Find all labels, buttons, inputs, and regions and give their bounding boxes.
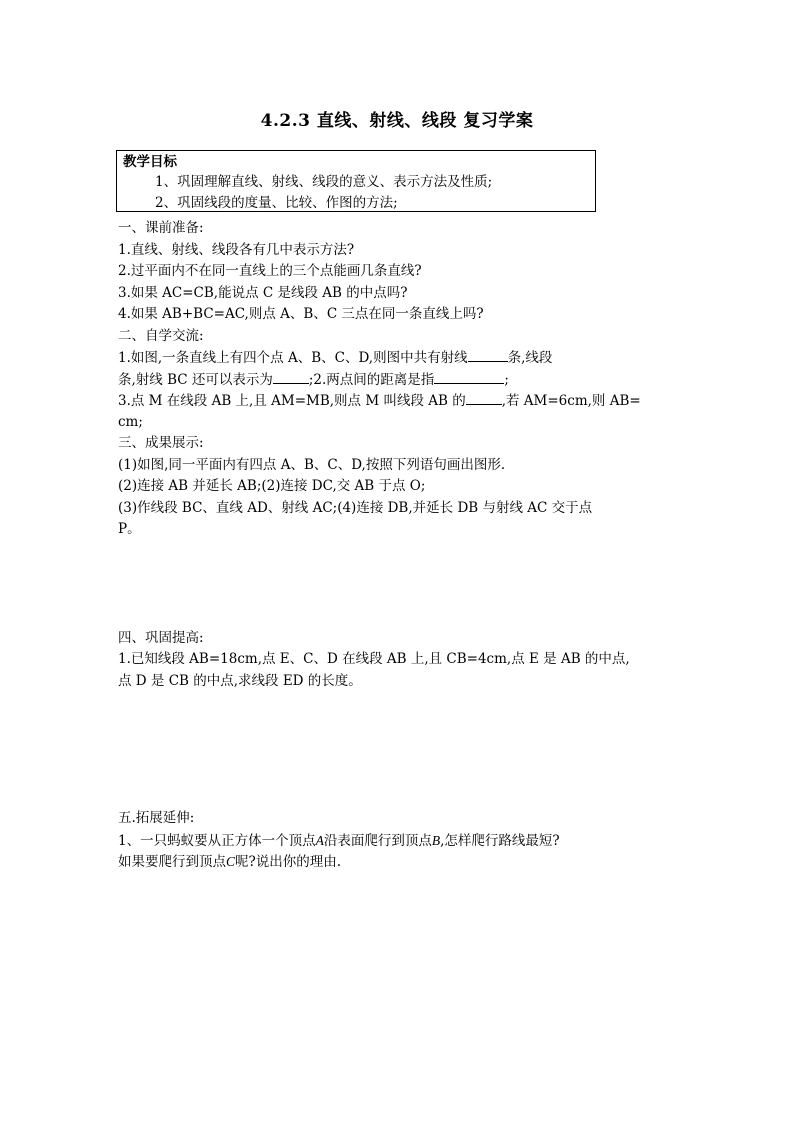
question <box>118 347 678 369</box>
question: (1)如图,同一平面内有四点 A、B、C、D,按照下列语句画出图形. <box>118 456 506 473</box>
question: 1.已知线段 AB=18cm,点 E、C、D 在线段 AB 上,且 CB=4cm,点 E 是 AB 的中点, <box>118 651 630 667</box>
section-heading: 四、巩固提高: <box>118 629 204 646</box>
question-text: ,怎样爬行路线最短? <box>440 832 560 849</box>
page-title: 4.2.3 直线、射线、线段 复习学案 <box>260 111 534 131</box>
question-text: 条,射线 BC 还可以表示为 <box>118 371 273 388</box>
question-text: 1、一只蚂蚁要从正方体一个顶点 <box>118 832 316 849</box>
question: 2.过平面内不在同一直线上的三个点能画几条直线? <box>118 263 422 279</box>
question: (2)连接 AB 并延长 AB;(2)连接 DC,交 AB 于点 O; <box>118 478 426 494</box>
section-heading: 一、课前准备: <box>118 220 204 236</box>
question-text: 1.如图,一条直线上有四个点 A、B、C、D,则图中共有射线 <box>118 350 468 366</box>
question: cm; <box>118 413 143 430</box>
drawing-space <box>118 541 678 628</box>
question-text: 条,线段 <box>507 350 553 366</box>
section-heading: 二、自学交流: <box>118 327 204 344</box>
question-text: 3.点 M 在线段 AB 上,且 AM=MB,则点 M 叫线段 AB 的 <box>118 393 466 409</box>
answer-blank[interactable] <box>434 369 504 384</box>
question: (3)作线段 BC、直线 AD、射线 AC;(4)连接 DB,并延长 DB 与射线 AC 交于点 <box>118 499 593 516</box>
variable-c: C <box>226 854 236 869</box>
question: P。 <box>118 521 141 537</box>
section-heading: 三、成果展示: <box>118 435 204 451</box>
teaching-goals-box <box>116 150 596 212</box>
question <box>118 390 678 412</box>
question-text: ;2.两点间的距离是指 <box>308 371 435 388</box>
question-text: 如果要爬行到顶点 <box>118 854 226 870</box>
question: 1.直线、射线、线段各有几中表示方法? <box>118 241 355 258</box>
answer-blank[interactable] <box>273 369 309 384</box>
question: 点 D 是 CB 的中点,求线段 ED 的长度。 <box>118 672 362 689</box>
goals-heading: 教学目标 <box>123 154 177 170</box>
answer-blank[interactable] <box>466 390 502 405</box>
variable-a: A <box>315 832 324 848</box>
variable-b: B <box>431 832 441 848</box>
goal-item: 1、巩固理解直线、射线、线段的意义、表示方法及性质; <box>155 174 493 190</box>
worksheet-content <box>118 218 678 873</box>
question-text: ,若 AM=6cm,则 AB= <box>501 393 641 409</box>
answer-space <box>118 692 678 808</box>
question <box>118 369 678 391</box>
question: 3.如果 AC=CB,能说点 C 是线段 AB 的中点吗? <box>118 284 408 301</box>
question-text: 沿表面爬行到顶点 <box>323 832 432 849</box>
question-text: ; <box>504 371 509 388</box>
section-heading: 五.拓展延伸: <box>118 810 195 826</box>
goal-item: 2、巩固线段的度量、比较、作图的方法; <box>155 195 398 211</box>
answer-blank[interactable] <box>468 347 508 362</box>
question-text: 呢?说出你的理由. <box>235 854 342 870</box>
question <box>118 830 678 852</box>
question: 4.如果 AB+BC=AC,则点 A、B、C 三点在同一条直线上吗? <box>118 306 484 322</box>
question <box>118 851 678 873</box>
